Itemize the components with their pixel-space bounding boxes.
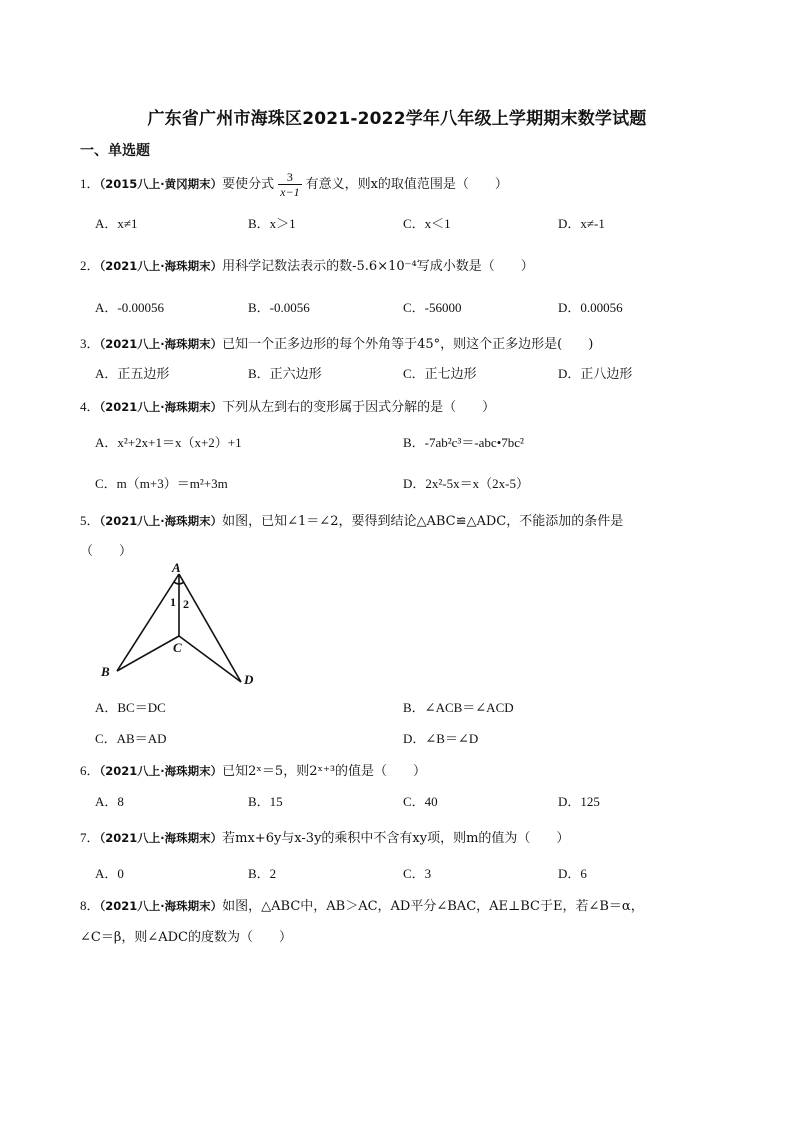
question-source: （2021八上·海珠期末） (99, 764, 223, 778)
figure-lines (117, 574, 241, 682)
question-4 (80, 396, 495, 415)
fraction (278, 170, 301, 199)
question-source: （2021八上·海珠期末） (99, 899, 223, 913)
question-1 (80, 170, 508, 199)
option-b[interactable]: B．∠ACB＝∠ACD (403, 700, 514, 715)
section-heading: 一、单选题 (80, 143, 150, 159)
option-c[interactable]: C．3 (403, 866, 432, 881)
label-a: A (172, 560, 181, 575)
question-number: 6． (80, 763, 100, 778)
question-5 (80, 510, 623, 529)
question-stem-continued: （ ） (80, 544, 133, 559)
question-number: 3． (80, 336, 100, 351)
question-source: （2021八上·海珠期末） (99, 831, 223, 845)
question-number: 8． (80, 898, 100, 913)
option-c[interactable]: C．正七边形 (403, 366, 477, 381)
segment-ab (117, 574, 179, 671)
label-b: B (101, 664, 110, 679)
option-d[interactable]: D．x≠-1 (558, 216, 605, 231)
option-b[interactable]: B．15 (248, 794, 283, 809)
question-source: （2015八上·黄冈期末） (99, 177, 223, 191)
label-c: C (173, 640, 182, 655)
question-source: （2021八上·海珠期末） (99, 259, 223, 273)
question-stem: 用科学记数法表示的数-5.6×10⁻⁴写成小数是（ ） (222, 259, 534, 274)
option-a[interactable]: A．-0.00056 (95, 300, 164, 315)
label-angle-1: 1 (170, 595, 176, 609)
option-d[interactable]: D．∠B＝∠D (403, 731, 479, 746)
label-d: D (244, 672, 254, 687)
option-d[interactable]: D．正八边形 (558, 366, 633, 381)
question-8 (80, 895, 644, 914)
question-stem: 如图，△ABC中，AB＞AC，AD平分∠BAC，AE⊥BC于E，若∠B＝α， (222, 899, 644, 914)
question-stem: 已知2ˣ＝5，则2ˣ⁺³的值是（ ） (222, 764, 427, 779)
option-d[interactable]: D．6 (558, 866, 587, 881)
option-c[interactable]: C．x＜1 (403, 216, 451, 231)
question-stem-continued: ∠C＝β，则∠ADC的度数为（ ） (80, 930, 293, 945)
question-number: 4． (80, 399, 100, 414)
question-stem: 如图，已知∠1＝∠2，要得到结论△ABC≌△ADC，不能添加的条件是 (222, 514, 624, 529)
triangle-figure (100, 560, 270, 690)
option-c[interactable]: C．40 (403, 794, 438, 809)
option-c[interactable]: C．-56000 (403, 300, 462, 315)
question-stem: 已知一个正多边形的每个外角等于45°，则这个正多边形是( ) (222, 337, 594, 352)
question-source: （2021八上·海珠期末） (99, 400, 223, 414)
option-b[interactable]: B．-7ab²c³＝-abc•7bc² (403, 435, 524, 450)
question-source: （2021八上·海珠期末） (99, 337, 223, 351)
question-stem: 要使分式 (222, 177, 275, 192)
question-number: 1． (80, 176, 100, 191)
question-number: 5． (80, 513, 100, 528)
option-c[interactable]: C．m（m+3）＝m²+3m (95, 476, 228, 491)
option-d[interactable]: D．2x²-5x＝x（2x-5） (403, 476, 529, 491)
option-a[interactable]: A．BC＝DC (95, 700, 166, 715)
option-a[interactable]: A．x≠1 (95, 216, 138, 231)
option-d[interactable]: D．0.00056 (558, 300, 623, 315)
question-7 (80, 827, 569, 846)
question-stem: 下列从左到右的变形属于因式分解的是（ ） (222, 400, 496, 415)
question-6 (80, 760, 426, 779)
question-number: 7． (80, 830, 100, 845)
segment-bc (117, 636, 179, 671)
segment-ad (179, 574, 241, 682)
option-a[interactable]: A．0 (95, 866, 124, 881)
question-number: 2． (80, 258, 100, 273)
option-a[interactable]: A．x²+2x+1＝x（x+2）+1 (95, 435, 242, 450)
question-stem: 若mx+6y与x-3y的乘积中不含有xy项，则m的值为（ ） (222, 831, 570, 846)
option-c[interactable]: C．AB＝AD (95, 731, 167, 746)
option-d[interactable]: D．125 (558, 794, 600, 809)
question-2 (80, 255, 534, 274)
fraction-numerator: 3 (278, 170, 301, 185)
option-b[interactable]: B．正六边形 (248, 366, 322, 381)
option-b[interactable]: B．2 (248, 866, 277, 881)
option-a[interactable]: A．正五边形 (95, 366, 170, 381)
option-a[interactable]: A．8 (95, 794, 124, 809)
question-3 (80, 333, 593, 352)
label-angle-2: 2 (183, 597, 189, 611)
question-source: （2021八上·海珠期末） (99, 514, 223, 528)
fraction-denominator: x−1 (280, 185, 300, 199)
option-b[interactable]: B．-0.0056 (248, 300, 310, 315)
segment-cd (179, 636, 241, 682)
question-stem-after: 有意义，则x的取值范围是（ ） (305, 177, 508, 192)
option-b[interactable]: B．x＞1 (248, 216, 296, 231)
page-title: 广东省广州市海珠区2021-2022学年八年级上学期期末数学试题 (147, 109, 647, 129)
